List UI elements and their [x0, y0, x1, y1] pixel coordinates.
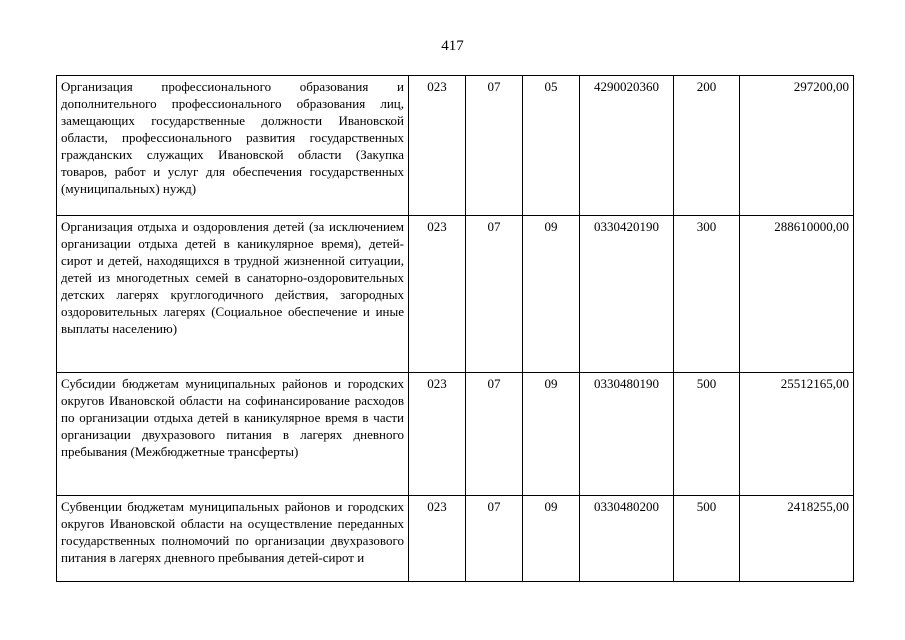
ministry-code: 023 [409, 373, 466, 496]
target-item-code: 4290020360 [580, 76, 674, 216]
amount-value: 297200,00 [740, 76, 854, 216]
section-code: 07 [466, 373, 523, 496]
section-code: 07 [466, 496, 523, 582]
target-item-code: 0330420190 [580, 216, 674, 373]
ministry-code: 023 [409, 216, 466, 373]
expense-type-code: 200 [674, 76, 740, 216]
ministry-code: 023 [409, 496, 466, 582]
table-row [57, 216, 854, 373]
ministry-code: 023 [409, 76, 466, 216]
expense-type-code: 500 [674, 373, 740, 496]
section-code: 07 [466, 76, 523, 216]
target-item-code: 0330480190 [580, 373, 674, 496]
subsection-code: 09 [523, 373, 580, 496]
subsection-code: 09 [523, 216, 580, 373]
table-row [57, 76, 854, 216]
amount-value: 25512165,00 [740, 373, 854, 496]
row-description: Субсидии бюджетам муниципальных районов и городских округов Ивановской области на софинансирование расходов по организации отдыха детей в каникулярное время в части организации двухразового питания в лагерях дневного пребывания (Межбюджетные трансферты) [57, 373, 409, 496]
section-code: 07 [466, 216, 523, 373]
row-description: Организация профессионального образования и дополнительного профессионального образования лиц, замещающих государственные должности Ивановской области, профессионального развития государственных гражданских служащих Ивановской области (Закупка товаров, работ и услуг для обеспечения государственных (муниципальных) нужд) [57, 76, 409, 216]
expense-type-code: 300 [674, 216, 740, 373]
table-row [57, 496, 854, 582]
subsection-code: 05 [523, 76, 580, 216]
expense-type-code: 500 [674, 496, 740, 582]
subsection-code: 09 [523, 496, 580, 582]
budget-table [56, 75, 854, 582]
row-description: Субвенции бюджетам муниципальных районов и городских округов Ивановской области на осуществление переданных государственных полномочий по организации двухразового питания в лагерях дневного пребывания детей-сирот и [57, 496, 409, 582]
table-row [57, 373, 854, 496]
page-number: 417 [441, 38, 464, 54]
amount-value: 288610000,00 [740, 216, 854, 373]
row-description: Организация отдыха и оздоровления детей (за исключением организации отдыха детей в каникулярное время), детей-сирот и детей, находящихся в трудной жизненной ситуации, детей из многодетных семей в санаторно-оздоровительных детских лагерях круглогодичного действия, загородных оздоровительных лагерях (Социальное обеспечение и иные выплаты населению) [57, 216, 409, 373]
amount-value: 2418255,00 [740, 496, 854, 582]
target-item-code: 0330480200 [580, 496, 674, 582]
